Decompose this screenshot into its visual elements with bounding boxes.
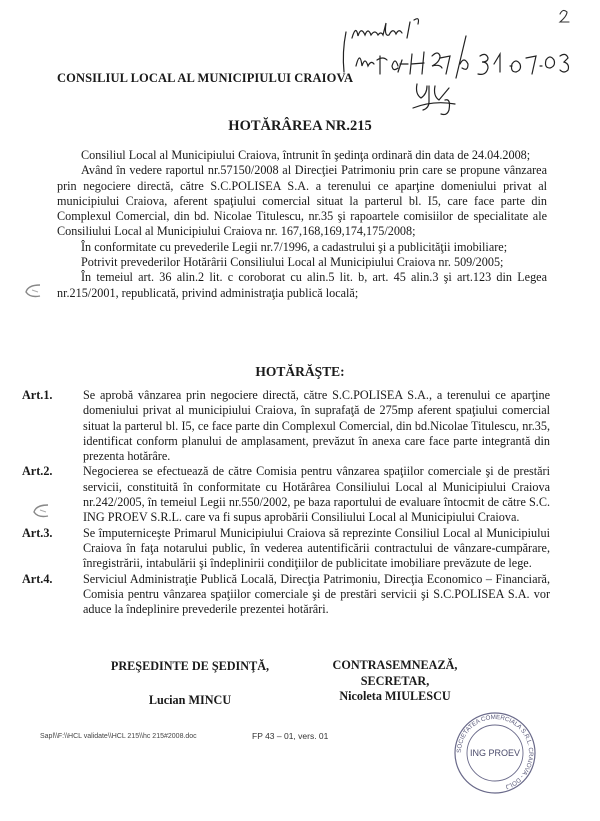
article: [22, 388, 550, 464]
preamble-paragraph: În conformitate cu prevederile Legii nr.7/1996, a cadastrului şi a publicităţii imobiliare;: [81, 239, 508, 254]
company-stamp: [450, 708, 540, 798]
signature-block-president: [90, 658, 290, 709]
preamble-paragraph: Consiliul Local al Municipiului Craiova, întrunit în şedinţa ordinară din data de 24.04.2008;: [81, 148, 531, 162]
secretary-role: SECRETAR,: [360, 673, 430, 688]
page-mark: [555, 6, 575, 28]
punch-hole-mark: [22, 282, 44, 300]
footer-form-code: FP 43 – 01, vers. 01: [252, 731, 329, 741]
signature-block-secretary: [300, 658, 490, 705]
president-name: Lucian MINCU: [148, 693, 232, 707]
article-label: Art.2.: [22, 464, 53, 479]
stamp-company-name: ING PROEV: [469, 748, 521, 758]
countersign-title: CONTRASEMNEAZĂ,: [332, 658, 458, 672]
articles-list: [22, 388, 550, 617]
preamble-paragraph: Potrivit prevederilor Hotărârii Consiliului Local al Municipiului Craiova nr. 509/2005;: [81, 255, 504, 270]
article: [22, 572, 550, 618]
article-label: Art.1.: [22, 388, 53, 402]
preamble: [57, 148, 547, 301]
article-text: Se împuterniceşte Primarul Municipiului Craiova să reprezinte Consiliul Local al Municipiului Craiova în faţa notarului public, în vederea autentificării contractului de vânzare-cumpărare, înregistrării, intabulării şi îndeplinirii condiţiilor de publicitate imobiliare prevăzute de lege.: [83, 525, 550, 571]
footer-file-path: Sapl\\F:\\HCL validate\\HCL 215\\hc 215#2008.doc: [40, 733, 197, 740]
article: [22, 464, 550, 525]
secretary-name: Nicoleta MIULESCU: [339, 689, 451, 703]
stamp-ring-text: SOCIETATEA COMERCIALA S.R.L. CRAIOVA - DOLJ: [455, 713, 535, 791]
decision-heading: HOTĂRĂŞTE:: [255, 364, 345, 379]
president-title: PREŞEDINTE DE ŞEDINŢĂ,: [110, 659, 270, 673]
preamble-paragraph: În temeiul art. 36 alin.2 lit. c coroborat cu alin.5 lit. b, art. 45 alin.3 şi art.123 din Legea nr.215/2001, republicată, privind administraţia publică locală;: [57, 270, 547, 300]
article-label: Art.3.: [22, 525, 53, 540]
article-label: Art.4.: [22, 571, 53, 586]
council-name: CONSILIUL LOCAL AL MUNICIPIULUI CRAIOVA: [57, 71, 354, 85]
document-title: HOTĂRÂREA NR.215: [228, 118, 372, 134]
article: [22, 526, 550, 572]
preamble-paragraph: Având în vedere raportul nr.57150/2008 al Direcţiei Patrimoniu prin care se propune vânzarea prin negociere directă, către S.C.POLISEA S.A. a terenului ce aparţine domeniului privat al municipiului Craiova, aferent spaţiului comercial situat la parterul bl. I5, care face parte din Complexul Comercial, din bd. Nicolae Titulescu, nr.35 şi rapoartele comisiilor de specialitate ale Consiliului Local al Municipiului Craiova nr. 167,168,169,174,175/2008;: [57, 163, 547, 239]
article-text: Negocierea se efectuează de către Comisia pentru vânzarea spaţiilor comerciale şi de prestări servicii, constituită în conformitate cu Hotărârea Consiliului Local al Municipiului Craiova nr.242/2005, în temeiul Legii nr.550/2002, pe baza raportului de evaluare întocmit de către S.C. ING PROEV S.R.L. care va fi supus aprobării Consiliului Local al Municipiului Craiova.: [83, 464, 550, 525]
punch-hole-mark: [30, 502, 52, 520]
article-text: Se aprobă vânzarea prin negociere directă, către S.C.POLISEA S.A., a terenului ce aparţine domeniului privat al municipiului Craiova, în suprafaţă de 275mp aferent spaţiului comercial situat la parterul bl. I5, ce face parte din Complexul Comercial, din bd.Nicolae Titulescu, nr.35, identificat conform planului de amplasament, prevăzut în anexa care face parte integrantă din prezenta hotărâre.: [83, 388, 550, 464]
article-text: Serviciul Administraţie Publică Locală, Direcţia Patrimoniu, Direcţia Economico – Financiară, Comisia pentru vânzarea spaţiilor comerciale şi de prestări servicii şi S.C.POLISEA S.A. vor aduce la îndeplinire prevederile prezentei hotărâri.: [83, 571, 550, 617]
